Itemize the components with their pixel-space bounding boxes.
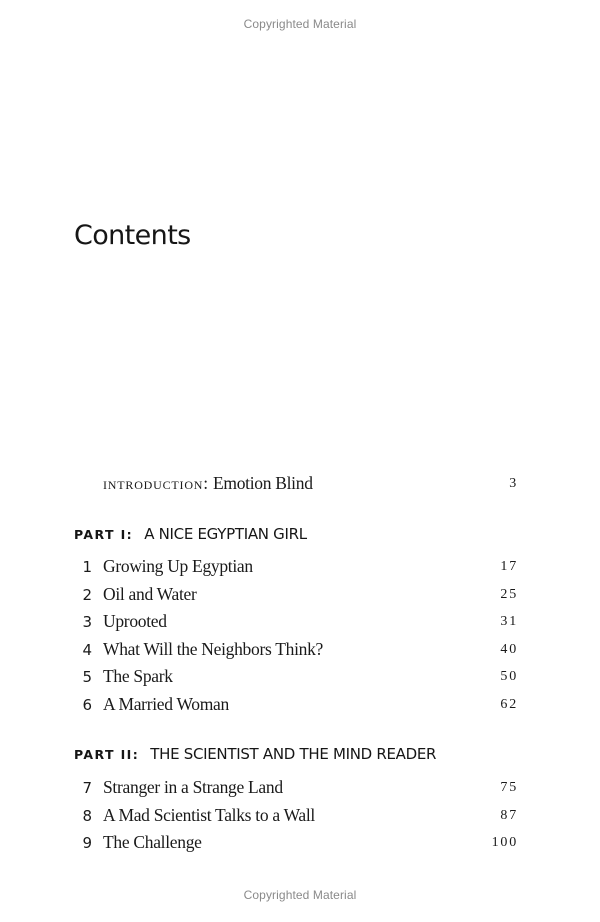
chapter-title: What Will the Neighbors Think? <box>103 638 324 659</box>
toc-chapter-2[interactable] <box>74 584 518 608</box>
toc-page-number: 3 <box>509 476 518 491</box>
toc-page-number: 62 <box>500 696 518 712</box>
toc-chapter-9[interactable] <box>74 832 518 856</box>
page-title: Contents <box>74 220 191 251</box>
chapter-number: 1 <box>82 558 92 576</box>
toc-page-number: 25 <box>500 586 518 602</box>
chapter-number: 3 <box>82 613 92 631</box>
part-label: PART I: <box>74 527 134 542</box>
introduction-label: introduction: <box>103 473 209 493</box>
chapter-number: 5 <box>82 668 92 686</box>
chapter-number: 7 <box>82 779 92 797</box>
chapter-title: The Spark <box>103 666 173 686</box>
chapter-number: 8 <box>82 806 92 825</box>
part-name: A NICE EGYPTIAN GIRL <box>144 525 307 543</box>
toc-page-number: 17 <box>500 559 518 574</box>
toc-chapter-5[interactable] <box>74 666 518 690</box>
part-heading-1 <box>74 524 307 543</box>
toc-page-number: 100 <box>491 835 518 850</box>
toc-chapter-1[interactable] <box>74 556 518 580</box>
part-name: THE SCIENTIST AND THE MIND READER <box>150 745 437 763</box>
chapter-number: 9 <box>82 834 92 852</box>
chapter-title: Oil and Water <box>103 583 197 604</box>
toc-page-number: 40 <box>500 641 518 657</box>
chapter-title: Growing Up Egyptian <box>103 556 253 576</box>
toc-chapter-4[interactable] <box>74 639 518 663</box>
chapter-title: The Challenge <box>103 832 202 852</box>
toc-page-number: 50 <box>500 669 518 684</box>
copyright-watermark-top: Copyrighted Material <box>243 17 357 31</box>
introduction-title: Emotion Blind <box>213 473 313 493</box>
part-heading-2 <box>74 744 436 763</box>
chapter-title: Stranger in a Strange Land <box>103 777 283 797</box>
toc-page-number: 87 <box>500 807 518 823</box>
chapter-number: 6 <box>82 695 92 714</box>
chapter-title: A Married Woman <box>103 693 229 714</box>
part-label: PART II: <box>74 747 140 762</box>
chapter-title: A Mad Scientist Talks to a Wall <box>103 804 315 825</box>
chapter-number: 2 <box>82 585 92 604</box>
toc-chapter-3[interactable] <box>74 611 518 635</box>
toc-chapter-7[interactable] <box>74 777 518 801</box>
toc-chapter-6[interactable] <box>74 694 518 718</box>
toc-page-number: 31 <box>500 614 518 629</box>
toc-entry-title <box>103 473 313 494</box>
toc-chapter-8[interactable] <box>74 805 518 829</box>
chapter-number: 4 <box>82 640 92 659</box>
toc-entry-introduction[interactable] <box>74 473 518 497</box>
toc-page-number: 75 <box>500 780 518 795</box>
chapter-title: Uprooted <box>103 611 167 631</box>
copyright-watermark-bottom: Copyrighted Material <box>243 888 357 902</box>
